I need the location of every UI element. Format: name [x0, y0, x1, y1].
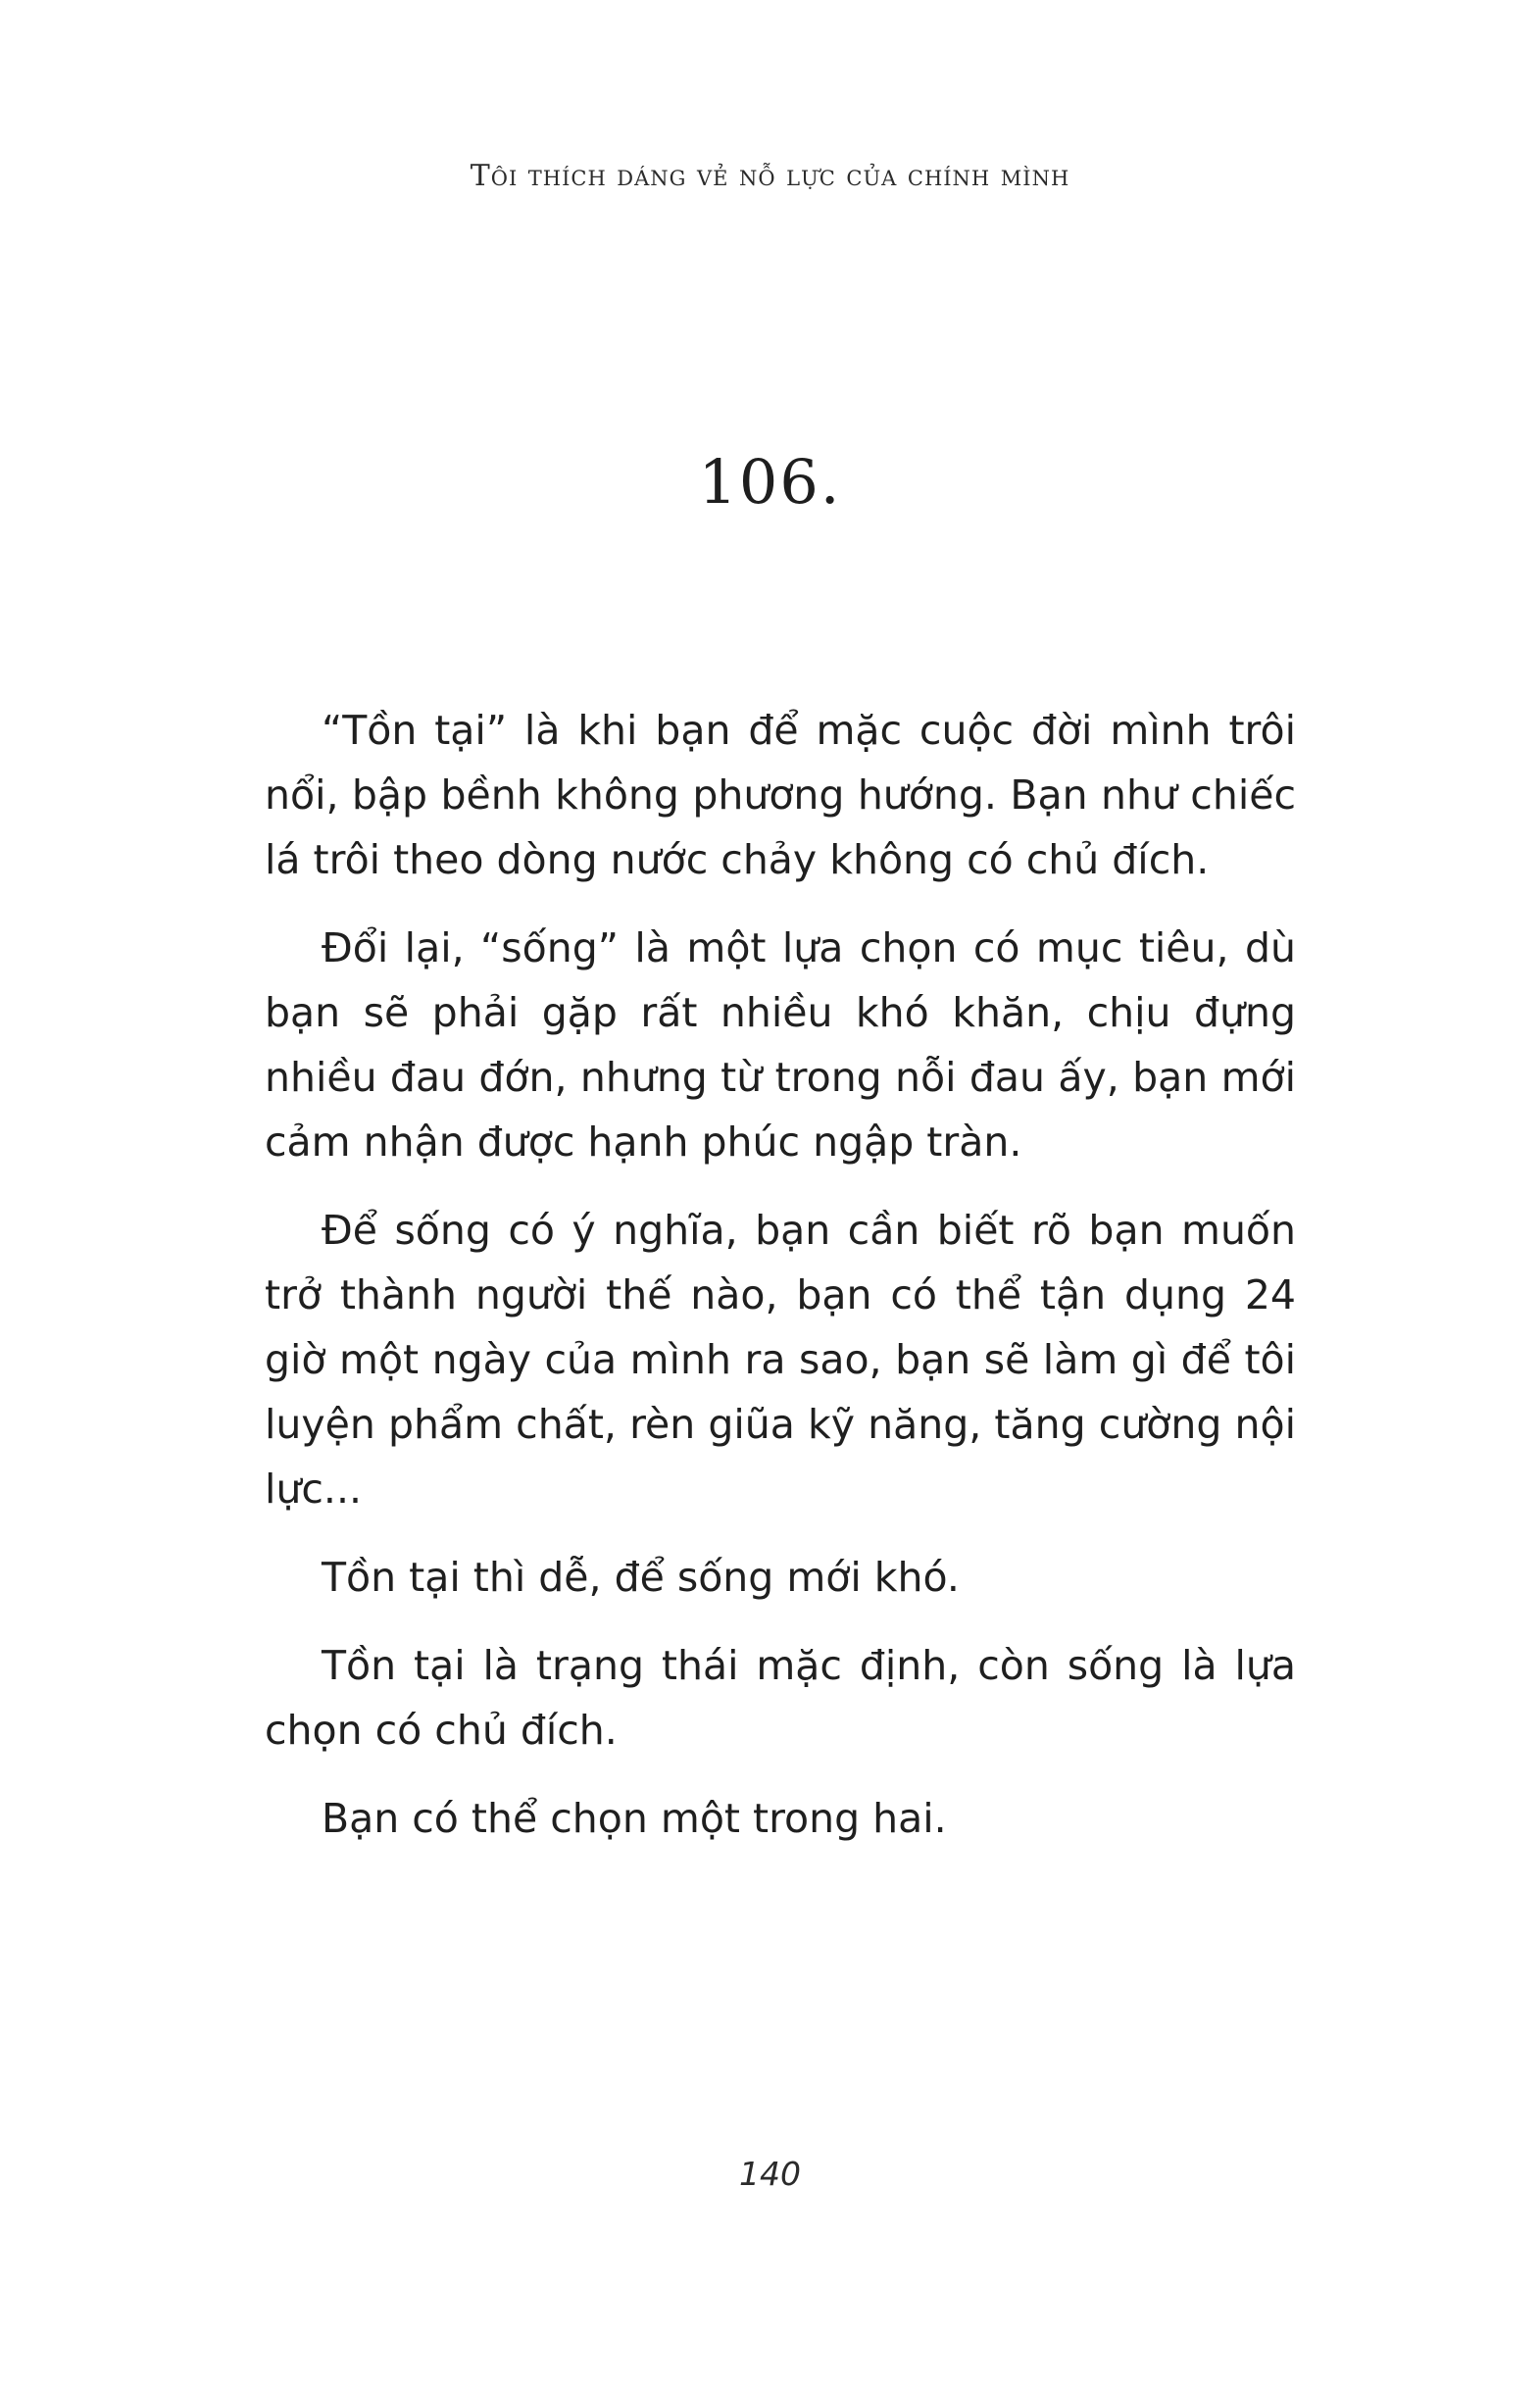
paragraph: Đổi lại, “sống” là một lựa chọn có mục tiêu, dù bạn sẽ phải gặp rất nhiều khó khăn, chịu đựng nhiều đau đớn, nhưng từ trong nỗi đau ấy, bạn mới cảm nhận được hạnh phúc ngập tràn.	[265, 924, 1296, 1166]
chapter-number: 106.	[698, 446, 842, 518]
paragraph: Để sống có ý nghĩa, bạn cần biết rõ bạn muốn trở thành người thế nào, bạn có thể tận dụng 24 giờ một ngày của mình ra sao, bạn sẽ làm gì để tôi luyện phẩm chất, rèn giũa kỹ năng, tăng cường nội lực...	[265, 1207, 1296, 1513]
paragraph: Tồn tại là trạng thái mặc định, còn sống là lựa chọn có chủ đích.	[265, 1642, 1296, 1754]
paragraph: “Tồn tại” là khi bạn để mặc cuộc đời mình trôi nổi, bập bềnh không phương hướng. Bạn như chiếc lá trôi theo dòng nước chảy không có chủ đích.	[265, 707, 1296, 883]
paragraph: Tồn tại thì dễ, để sống mới khó.	[322, 1554, 960, 1601]
body-text	[265, 698, 1296, 1874]
paragraph: Bạn có thể chọn một trong hai.	[322, 1795, 947, 1842]
page-number: 140	[739, 2155, 801, 2193]
running-header: Tôi thích dáng vẻ nỗ lực của chính mình	[470, 159, 1070, 193]
